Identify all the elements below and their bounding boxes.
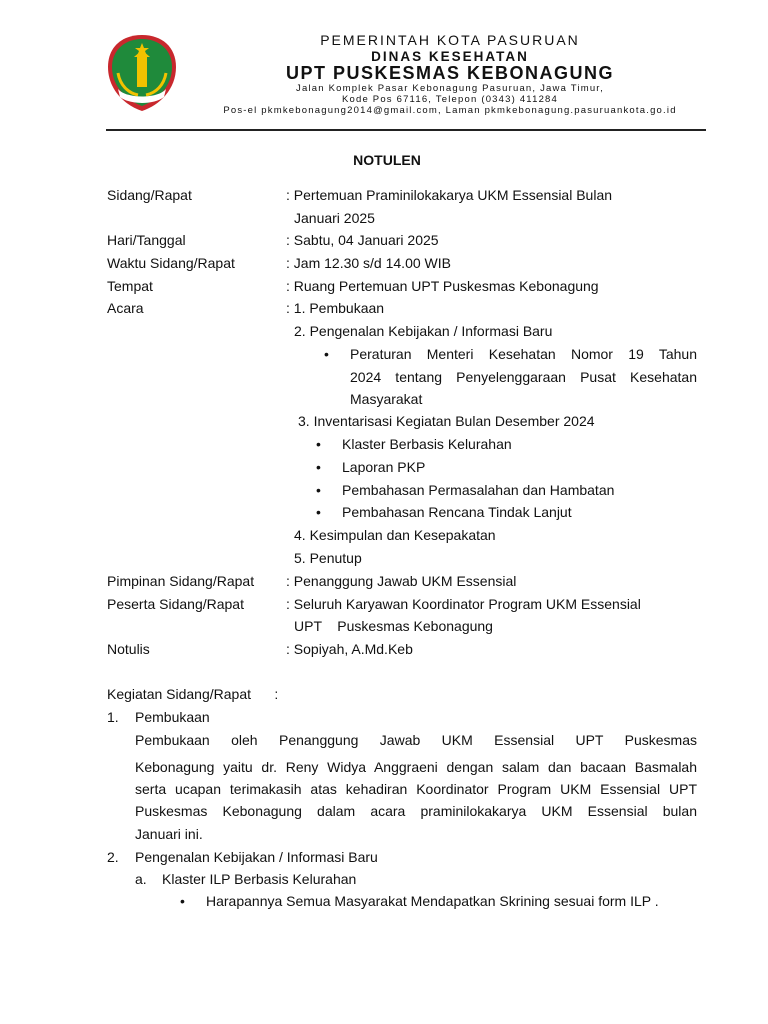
letterhead-organization: UPT PUSKESMAS KEBONAGUNG bbox=[285, 63, 615, 83]
field-label-tempat: Tempat bbox=[107, 278, 153, 294]
field-value-sidang: : Pertemuan Praminilokakarya UKM Essensial Bulan bbox=[286, 187, 613, 203]
field-value-peserta: : Seluruh Karyawan Koordinator Program UKM Essensial bbox=[286, 596, 641, 612]
acara-item-2-bullet-line-1: • Peraturan Menteri Kesehatan Nomor 19 Tahun bbox=[350, 345, 697, 363]
acara-item-3-bullet-3: • Pembahasan Permasalahan dan Hambatan bbox=[342, 481, 614, 499]
acara-item-4: 4. Kesimpulan dan Kesepakatan bbox=[294, 527, 496, 543]
acara-item-2: 2. Pengenalan Kebijakan / Informasi Baru bbox=[294, 323, 553, 339]
document-title: NOTULEN bbox=[353, 152, 421, 168]
kegiatan-item-2-number: 2. bbox=[107, 849, 119, 865]
field-label-waktu: Waktu Sidang/Rapat bbox=[107, 255, 235, 271]
field-label-pimpinan: Pimpinan Sidang/Rapat bbox=[107, 573, 255, 589]
field-label-sidang: Sidang/Rapat bbox=[107, 187, 192, 203]
letterhead-postal-phone: Kode Pos 67116, Telepon (0343) 411284 bbox=[341, 94, 559, 105]
acara-item-2-bullet-line-2: 2024 tentang Penyelenggaraan Pusat Kesehatan bbox=[350, 369, 697, 385]
field-value-hari: : Sabtu, 04 Januari 2025 bbox=[286, 232, 439, 248]
kegiatan-item-2a-bullet-1: • Harapannya Semua Masyarakat Mendapatkan Skrining sesuai form ILP . bbox=[206, 892, 659, 910]
kegiatan-item-2-title: Pengenalan Kebijakan / Informasi Baru bbox=[135, 849, 378, 865]
kegiatan-item-1-title: Pembukaan bbox=[135, 709, 210, 725]
field-value-peserta-cont: UPT Puskesmas Kebonagung bbox=[294, 618, 493, 634]
acara-item-5: 5. Penutup bbox=[294, 550, 362, 566]
kegiatan-item-1-line-1: Pembukaan oleh Penanggung Jawab UKM Essensial UPT Puskesmas bbox=[135, 732, 697, 748]
acara-item-3: 3. Inventarisasi Kegiatan Bulan Desember 2024 bbox=[298, 413, 595, 429]
acara-item-2-bullet-line-3: Masyarakat bbox=[350, 391, 423, 407]
kegiatan-item-1-line-5: Januari ini. bbox=[135, 826, 203, 842]
field-label-notulis: Notulis bbox=[107, 641, 150, 657]
kegiatan-item-1-line-4: Puskesmas Kebonagung dalam acara praminilokakarya UKM Essensial bulan bbox=[135, 803, 697, 819]
field-label-hari: Hari/Tanggal bbox=[107, 232, 186, 248]
acara-item-3-bullet-4: • Pembahasan Rencana Tindak Lanjut bbox=[342, 503, 572, 521]
field-value-waktu: : Jam 12.30 s/d 14.00 WIB bbox=[286, 255, 451, 271]
field-value-sidang-cont: Januari 2025 bbox=[294, 210, 375, 226]
kegiatan-item-1-line-2: Kebonagung yaitu dr. Reny Widya Anggraeni dengan salam dan bacaan Basmalah bbox=[135, 759, 697, 775]
kegiatan-item-1-number: 1. bbox=[107, 709, 119, 725]
kegiatan-heading: Kegiatan Sidang/Rapat : bbox=[107, 686, 279, 702]
letterhead-email-website: Pos-el pkmkebonagung2014@gmail.com, Laman pkmkebonagung.pasuruankota.go.id bbox=[223, 105, 677, 116]
letterhead-divider bbox=[106, 129, 706, 131]
kota-pasuruan-emblem-logo bbox=[104, 33, 180, 113]
letterhead-government: PEMERINTAH KOTA PASURUAN bbox=[320, 32, 580, 48]
acara-item-3-bullet-1: • Klaster Berbasis Kelurahan bbox=[342, 435, 512, 453]
field-value-pimpinan: : Penanggung Jawab UKM Essensial bbox=[286, 573, 517, 589]
kegiatan-item-2a-title: Klaster ILP Berbasis Kelurahan bbox=[162, 871, 357, 887]
field-label-peserta: Peserta Sidang/Rapat bbox=[107, 596, 244, 612]
acara-item-3-bullet-2: • Laporan PKP bbox=[342, 458, 425, 476]
kegiatan-item-2a-letter: a. bbox=[135, 871, 147, 887]
acara-item-1: : 1. Pembukaan bbox=[286, 300, 385, 316]
field-value-tempat: : Ruang Pertemuan UPT Puskesmas Kebonagung bbox=[286, 278, 599, 294]
field-label-acara: Acara bbox=[107, 300, 144, 316]
field-value-notulis: : Sopiyah, A.Md.Keb bbox=[286, 641, 413, 657]
letterhead-address: Jalan Komplek Pasar Kebonagung Pasuruan, Jawa Timur, bbox=[296, 83, 604, 94]
letterhead-department: DINAS KESEHATAN bbox=[371, 49, 529, 64]
kegiatan-item-1-line-3: serta ucapan terimakasih atas kehadiran Koordinator Program UKM Essensial UPT bbox=[135, 781, 697, 797]
